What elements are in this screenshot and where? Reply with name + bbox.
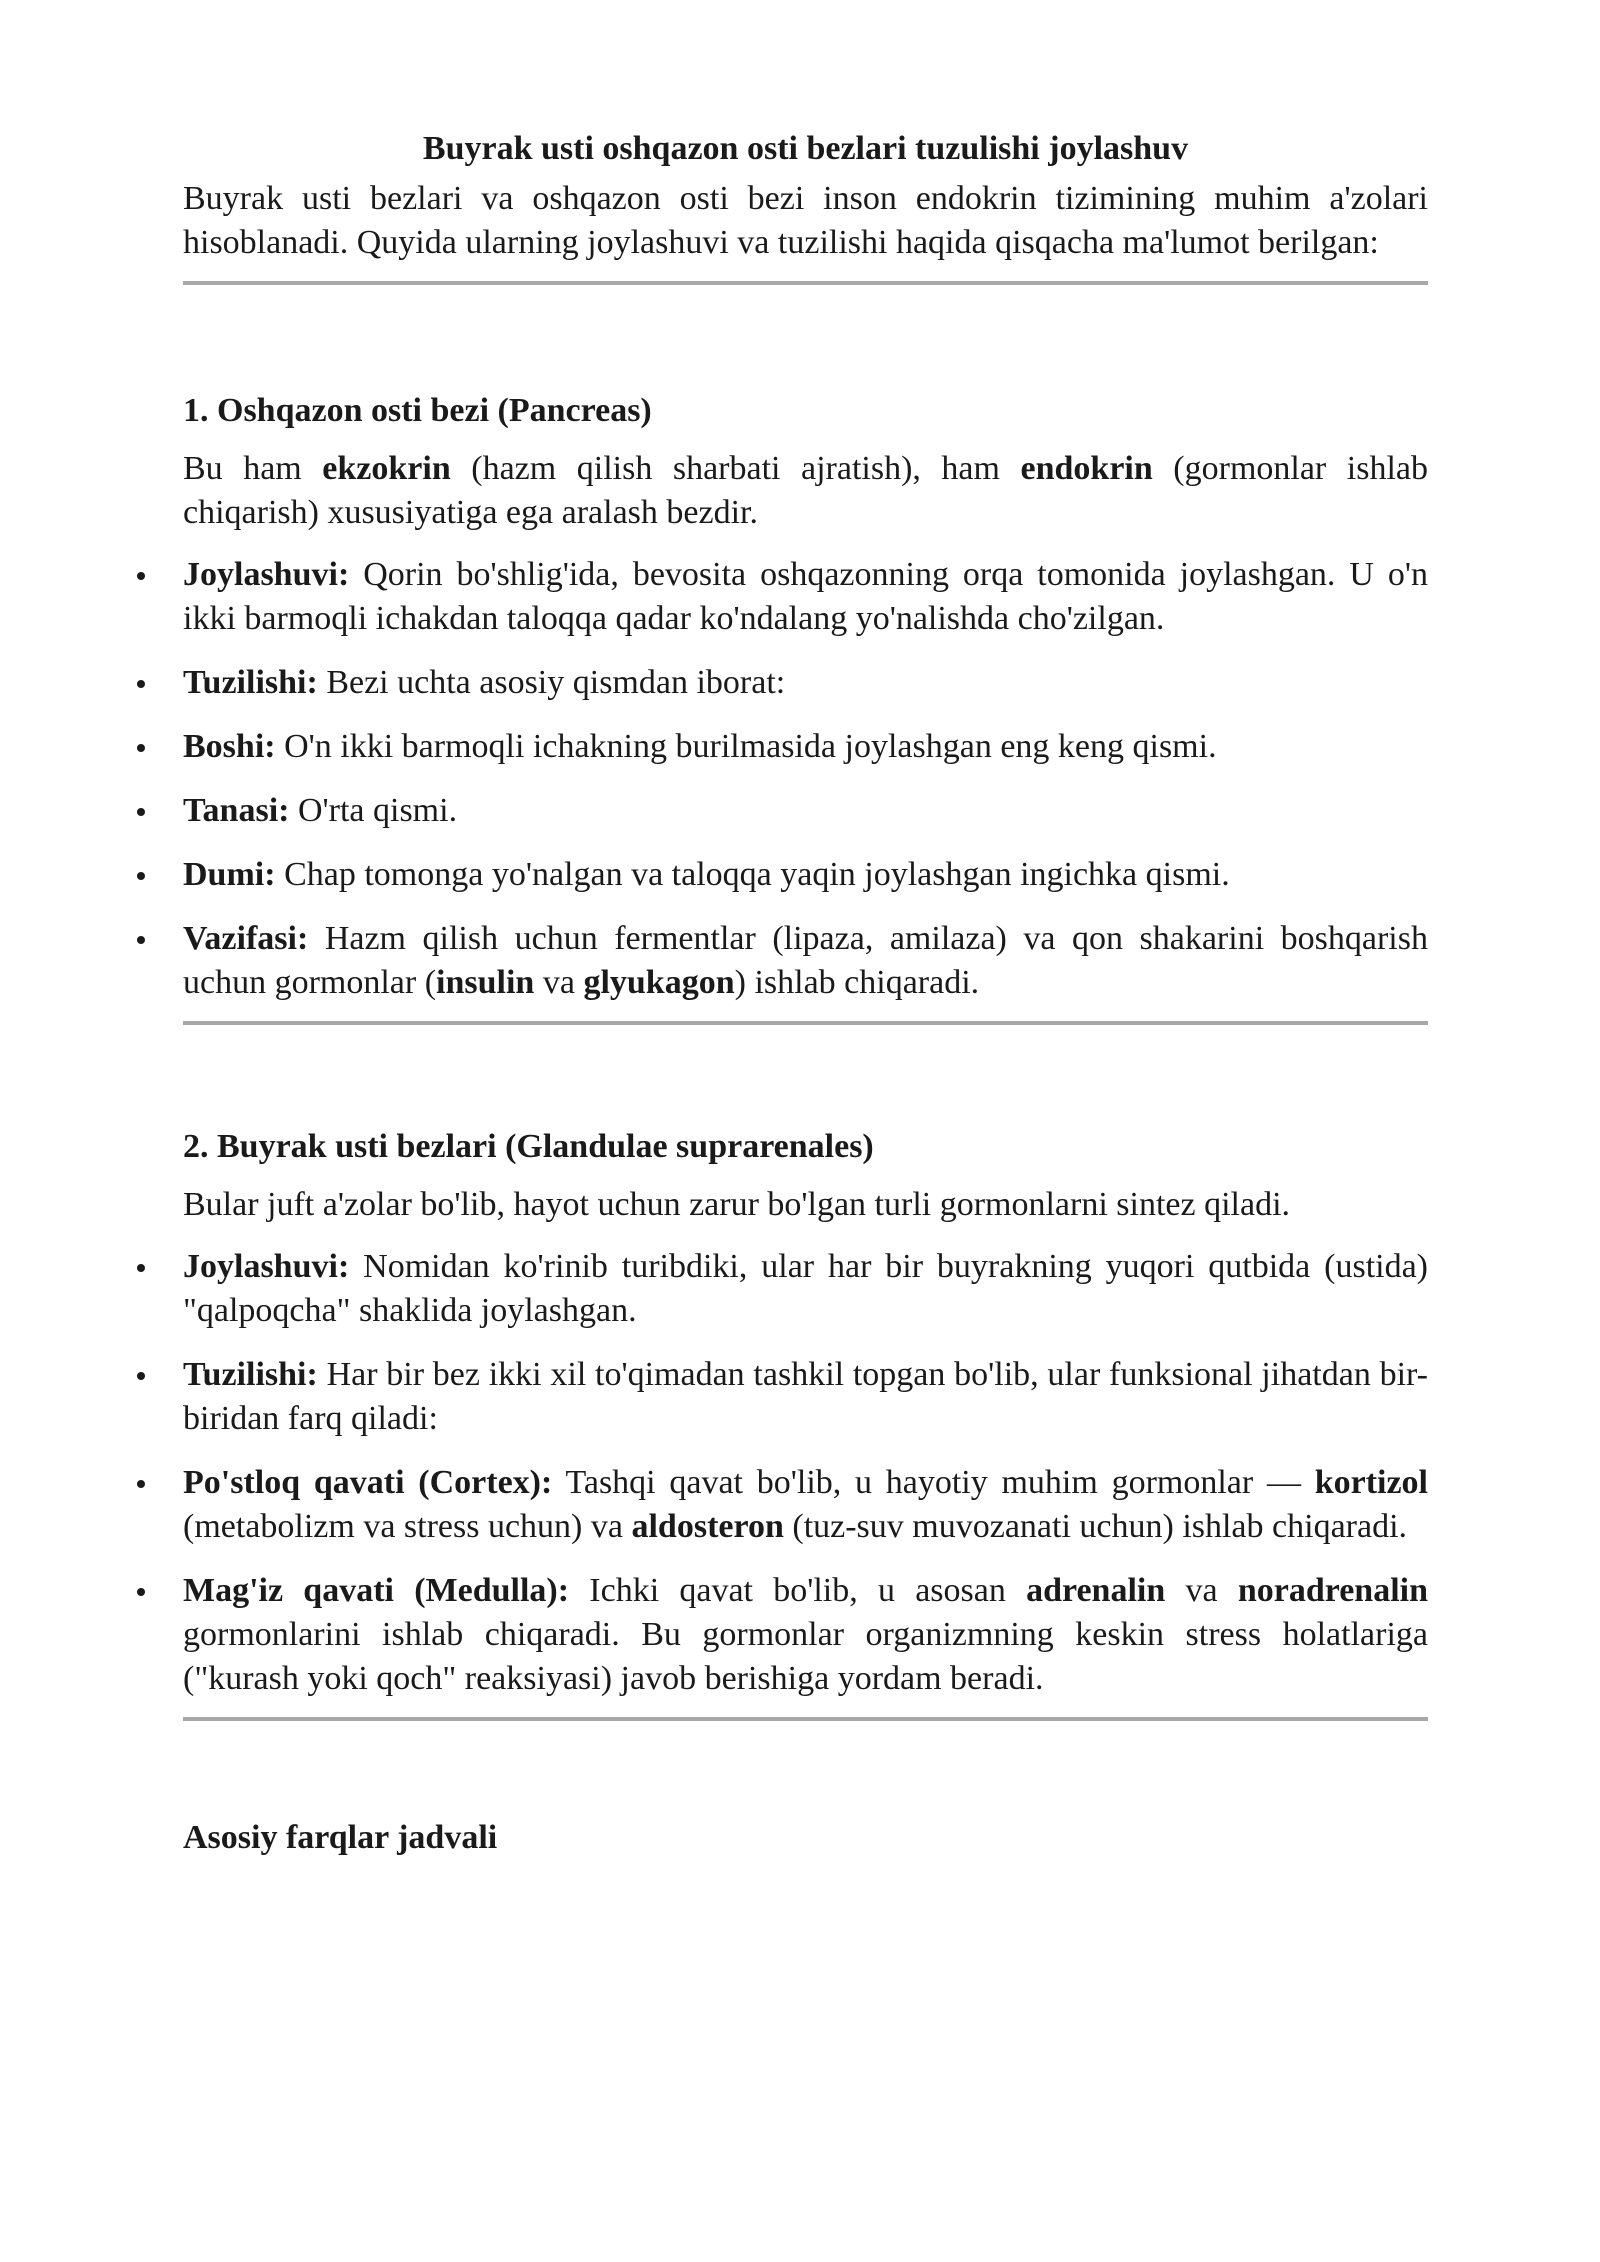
pancreas-list: [183, 553, 1428, 1005]
document-content: [183, 125, 1428, 1874]
text-run: (hazm qilish sharbati ajratish), ham: [450, 450, 1021, 487]
item-text: Har bir bez ikki xil to'qimadan tashkil topgan bo'lib, ular funksional jihatdan bir-biridan farq qiladi:: [183, 1356, 1428, 1437]
list-item-tail: [183, 853, 1428, 897]
item-text: va: [1165, 1572, 1238, 1609]
item-label: Joylashuvi:: [183, 1248, 350, 1285]
item-text: Nomidan ko'rinib turibdiki, ular har bir buyrakning yuqori qutbida (ustida) "qalpoqcha" shaklida joylashgan.: [183, 1248, 1428, 1329]
item-label: Mag'iz qavati (Medulla):: [183, 1572, 570, 1609]
item-text: (tuz-suv muvozanati uchun) ishlab chiqaradi.: [783, 1508, 1408, 1545]
bold-term: ekzokrin: [322, 450, 451, 487]
pancreas-description: [183, 447, 1428, 535]
item-label: Tuzilishi:: [183, 664, 318, 701]
pancreas-section: [183, 389, 1428, 1025]
bold-term: aldosteron: [631, 1508, 784, 1545]
item-text: Bezi uchta asosiy qismdan iborat:: [317, 664, 786, 701]
bold-term: insulin: [436, 964, 535, 1001]
bold-term: noradrenalin: [1237, 1572, 1428, 1609]
list-item-body: [183, 789, 1428, 833]
item-text: va: [534, 964, 584, 1001]
item-label: Dumi:: [183, 856, 276, 893]
text-run: Bu ham: [183, 450, 323, 487]
bold-term: glyukagon: [583, 964, 735, 1001]
adrenal-description: Bular juft a'zolar bo'lib, hayot uchun zarur bo'lgan turli gormonlarni sintez qiladi.: [183, 1186, 1291, 1223]
section-divider: [183, 1717, 1428, 1721]
adrenal-list: [183, 1245, 1428, 1701]
pancreas-heading: 1. Oshqazon osti bezi (Pancreas): [183, 392, 652, 429]
item-label: Joylashuvi:: [183, 556, 350, 593]
bold-term: kortizol: [1314, 1464, 1428, 1501]
item-label: Tanasi:: [183, 792, 290, 829]
item-label: Vazifasi:: [183, 920, 309, 957]
item-label: Po'stloq qavati (Cortex):: [183, 1464, 553, 1501]
list-item-head: [183, 725, 1428, 769]
list-item-structure: [183, 1353, 1428, 1441]
table-heading: Asosiy farqlar jadvali: [183, 1819, 498, 1856]
list-item-structure: [183, 661, 1428, 705]
item-text: gormonlarini ishlab chiqaradi. Bu gormonlar organizmning keskin stress holatlariga ("kurash yoki qoch" reaksiyasi) javob berishiga yordam beradi.: [183, 1616, 1428, 1697]
item-text: (metabolizm va stress uchun) va: [183, 1508, 632, 1545]
section-divider: [183, 281, 1428, 285]
item-label: Boshi:: [183, 728, 276, 765]
adrenal-section: [183, 1125, 1428, 1721]
item-text: Ichki qavat bo'lib, u asosan: [569, 1572, 1027, 1609]
item-text: ) ishlab chiqaradi.: [734, 964, 980, 1001]
item-text: O'rta qismi.: [289, 792, 458, 829]
list-item-location: [183, 1245, 1428, 1333]
table-section: [183, 1816, 1428, 1860]
list-item-function: [183, 917, 1428, 1005]
item-text: O'n ikki barmoqli ichakning burilmasida joylashgan eng keng qismi.: [275, 728, 1217, 765]
intro-paragraph: Buyrak usti bezlari va oshqazon osti bezi inson endokrin tizimining muhim a'zolari hisoblanadi. Quyida ularning joylashuvi va tuzilishi haqida qisqacha ma'lumot berilgan:: [183, 180, 1428, 261]
item-text: Tashqi qavat bo'lib, u hayotiy muhim gormonlar —: [552, 1464, 1315, 1501]
adrenal-heading: 2. Buyrak usti bezlari (Glandulae suprarenales): [183, 1128, 874, 1165]
item-text: Qorin bo'shlig'ida, bevosita oshqazonning orqa tomonida joylashgan. U o'n ikki barmoqli ichakdan taloqqa qadar ko'ndalang yo'nalishda cho'zilgan.: [183, 556, 1428, 637]
list-item-location: [183, 553, 1428, 641]
text-run: (gormonlar ishlab chiqarish) xususiyatiga ega aralash bezdir.: [183, 450, 1428, 531]
item-text: Hazm qilish uchun fermentlar (lipaza, amilaza) va qon shakarini boshqarish uchun gormonlar (: [183, 920, 1428, 1001]
list-item-cortex: [183, 1461, 1428, 1549]
bold-term: adrenalin: [1026, 1572, 1166, 1609]
item-label: Tuzilishi:: [183, 1356, 318, 1393]
document-title: Buyrak usti oshqazon osti bezlari tuzulishi joylashuv: [422, 130, 1189, 167]
bold-term: endokrin: [1020, 450, 1153, 487]
item-text: Chap tomonga yo'nalgan va taloqqa yaqin joylashgan ingichka qismi.: [275, 856, 1230, 893]
list-item-medulla: [183, 1569, 1428, 1701]
section-divider: [183, 1021, 1428, 1025]
